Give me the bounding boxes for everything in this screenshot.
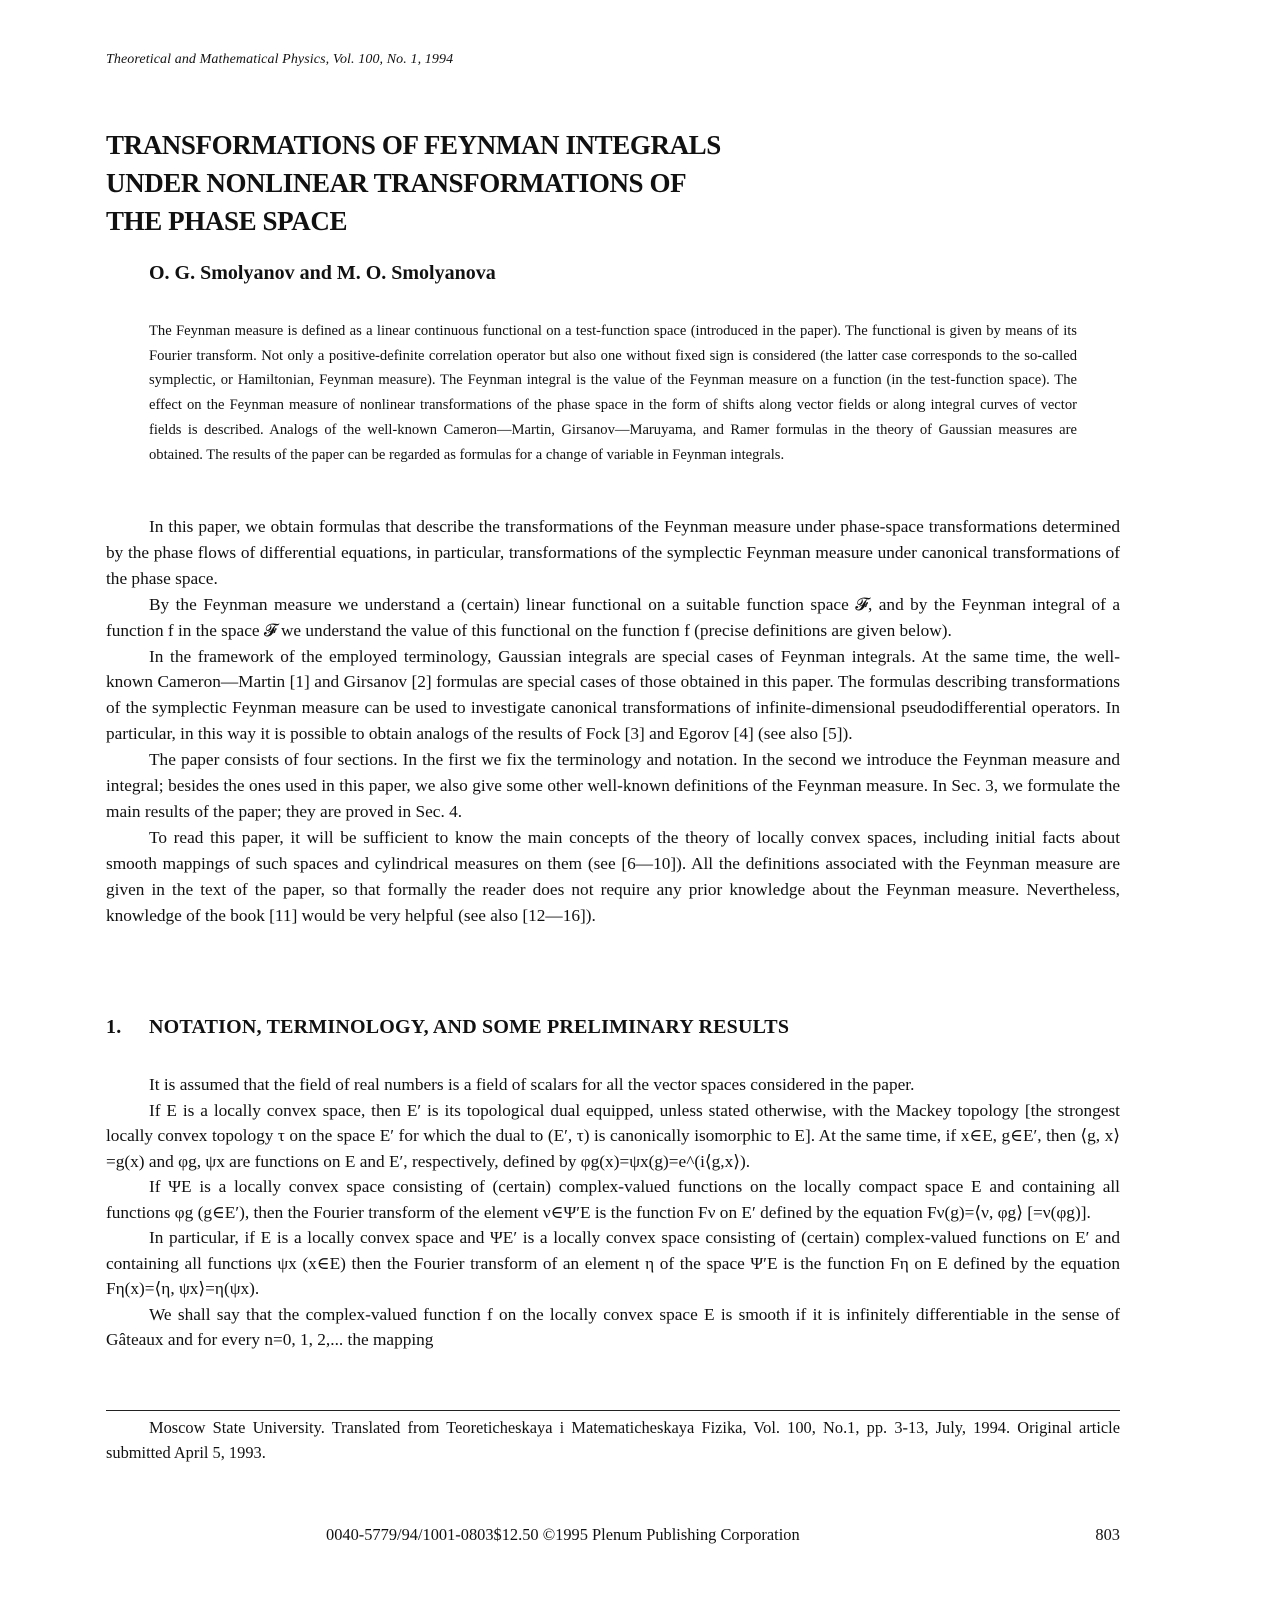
footnote: Moscow State University. Translated from Teoreticheskaya i Matematicheskaya Fizika, Vol. 100, No.1, pp. 3-13, July, 1994. Original article submitted April 5, 1993.	[106, 1418, 1120, 1462]
paragraph: It is assumed that the field of real numbers is a field of scalars for all the vector spaces considered in the paper.	[149, 1075, 915, 1094]
section-heading	[106, 1016, 1120, 1039]
paragraph: In this paper, we obtain formulas that describe the transformations of the Feynman measure under phase-space transformations determined by the phase flows of differential equations, in particular, transformations of the symplectic Feynman measure under canonical transformations of the phase space.	[106, 517, 1120, 588]
section-title: NOTATION, TERMINOLOGY, AND SOME PRELIMINARY RESULTS	[149, 1016, 790, 1038]
section-body	[106, 1072, 1120, 1353]
footnote-divider	[106, 1410, 1120, 1411]
paragraph: To read this paper, it will be sufficient to know the main concepts of the theory of locally convex spaces, including initial facts about smooth mappings of such spaces and cylindrical measures on them (see [6—10]). All the definitions associated with the Feynman measure are given in the text of the paper, so that formally the reader does not require any prior knowledge about the Feynman measure. Nevertheless, knowledge of the book [11] would be very helpful (see also [12—16]).	[106, 827, 1120, 925]
abstract: The Feynman measure is defined as a linear continuous functional on a test-function space (introduced in the paper). The functional is given by means of its Fourier transform. Not only a positive-definite correlation operator but also one without fixed sign is considered (the latter case corresponds to the so-called symplectic, or Hamiltonian, Feynman measure). The Feynman integral is the value of the Feynman measure on a function (in the test-function space). The effect on the Feynman measure of nonlinear transformations of the phase space in the form of shifts along vector fields or along integral curves of vector fields is described. Analogs of the well-known Cameron—Martin, Girsanov—Maruyama, and Ramer formulas in the theory of Gaussian measures are obtained. The results of the paper can be regarded as formulas for a change of variable in Feynman integrals.	[149, 323, 1077, 463]
publisher-code: 0040-5779/94/1001-0803$12.50 ©1995 Plenum Publishing Corporation	[326, 1525, 800, 1544]
paragraph: In particular, if E is a locally convex space and ΨE′ is a locally convex space consisting of (certain) complex-valued functions on E′ and containing all functions ψx (x∈E) then the Fourier transform of an element η of the space Ψ′E is the function Fη on E defined by the equation Fη(x)=⟨η, ψx⟩=η(ψx).	[106, 1228, 1120, 1298]
title-line: THE PHASE SPACE	[106, 206, 348, 236]
paragraph: In the framework of the employed terminology, Gaussian integrals are special cases of Feynman integrals. At the same time, the well-known Cameron—Martin [1] and Girsanov [2] formulas are special cases of those obtained in this paper. The formulas describing transformations of the symplectic Feynman measure can be used to investigate canonical transformations of infinite-dimensional pseudodifferential operators. In particular, in this way it is possible to obtain analogs of the results of Fock [3] and Egorov [4] (see also [5]).	[106, 646, 1120, 744]
page-number: 803	[1095, 1525, 1120, 1544]
title-line: TRANSFORMATIONS OF FEYNMAN INTEGRALS	[106, 130, 721, 160]
paragraph: By the Feynman measure we understand a (certain) linear functional on a suitable function space 𝓕, and by the Feynman integral of a function f in the space 𝓕 we understand the value of this functional on the function f (precise definitions are given below).	[106, 594, 1120, 640]
paragraph: We shall say that the complex-valued function f on the locally convex space E is smooth if it is infinitely differentiable in the sense of Gâteaux and for every n=0, 1, 2,... the mapping	[106, 1304, 1120, 1349]
paragraph: If E is a locally convex space, then E′ is its topological dual equipped, unless stated otherwise, with the Mackey topology [the strongest locally convex topology τ on the space E′ for which the dual to (E′, τ) is canonically isomorphic to E]. At the same time, if x∈E, g∈E′, then ⟨g, x⟩=g(x) and φg, ψx are functions on E and E′, respectively, defined by φg(x)=ψx(g)=e^(i⟨g,x⟩).	[106, 1100, 1120, 1171]
journal-citation: Theoretical and Mathematical Physics, Vol. 100, No. 1, 1994	[106, 52, 454, 67]
authors: O. G. Smolyanov and M. O. Smolyanova	[149, 262, 496, 284]
paragraph: If ΨE is a locally convex space consisting of (certain) complex-valued functions on the locally compact space E and containing all functions φg (g∈E′), then the Fourier transform of the element ν∈Ψ′E is the function Fν on E′ defined by the equation Fν(g)=⟨ν, φg⟩ [=ν(φg)].	[106, 1177, 1120, 1222]
paragraph: The paper consists of four sections. In the first we fix the terminology and notation. In the second we introduce the Feynman measure and integral; besides the ones used in this paper, we also give some other well-known definitions of the Feynman measure. In Sec. 3, we formulate the main results of the paper; they are proved in Sec. 4.	[106, 750, 1120, 821]
paper-title	[106, 126, 866, 240]
section-number: 1.	[106, 1016, 122, 1038]
title-line: UNDER NONLINEAR TRANSFORMATIONS OF	[106, 168, 687, 198]
introduction	[106, 514, 1120, 929]
